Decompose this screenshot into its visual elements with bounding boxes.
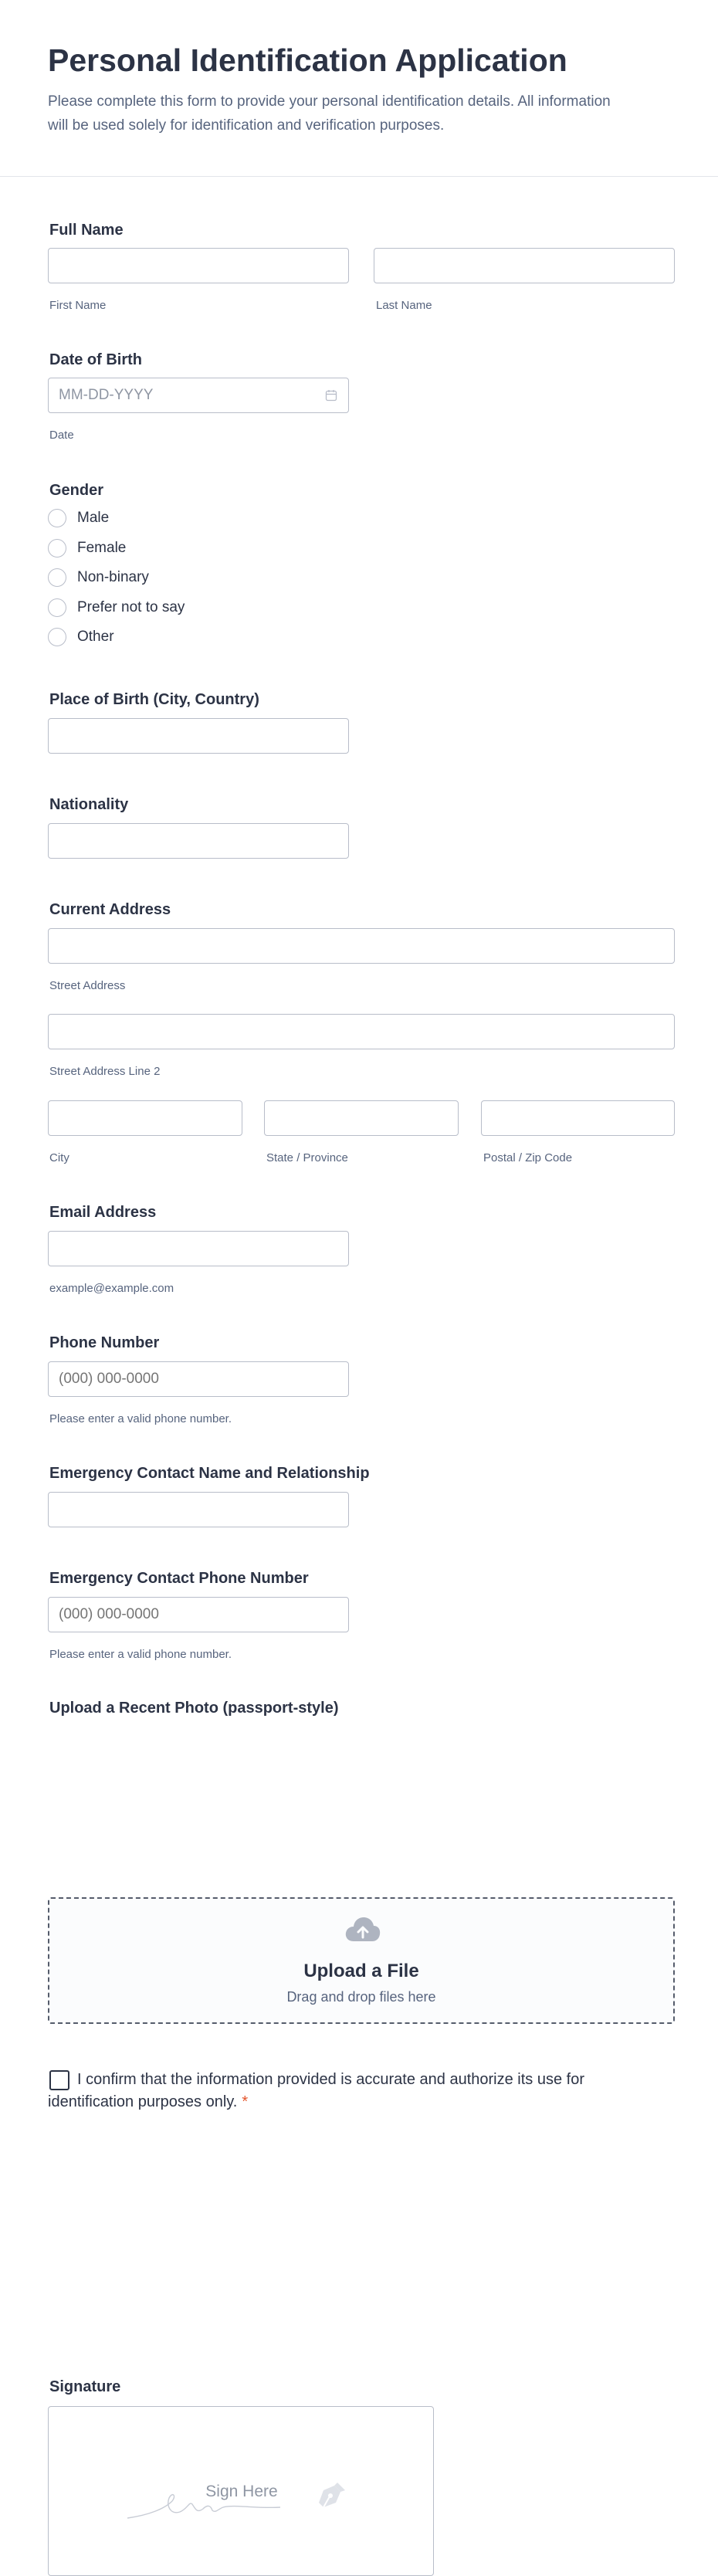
- emergency-phone-label: Emergency Contact Phone Number: [49, 1570, 309, 1587]
- dob-input[interactable]: [48, 378, 349, 413]
- city-input[interactable]: [48, 1100, 242, 1136]
- zip-sublabel: Postal / Zip Code: [483, 1151, 573, 1164]
- radio-button[interactable]: [48, 509, 66, 527]
- dob-placeholder: MM-DD-YYYY: [59, 387, 154, 403]
- gender-option[interactable]: [48, 509, 109, 527]
- confirm-text-block: [48, 2069, 635, 2113]
- signature-label: Signature: [49, 2378, 121, 2395]
- place-of-birth-label: Place of Birth (City, Country): [49, 691, 259, 708]
- required-mark: *: [242, 2093, 249, 2110]
- emergency-name-label: Emergency Contact Name and Relationship: [49, 1465, 370, 1482]
- emergency-name-input[interactable]: [48, 1492, 349, 1527]
- gender-option[interactable]: [48, 568, 149, 587]
- radio-button[interactable]: [48, 628, 66, 646]
- gender-label: Gender: [49, 482, 104, 499]
- address-label: Current Address: [49, 901, 171, 918]
- emergency-phone-input[interactable]: [48, 1597, 349, 1632]
- gender-option[interactable]: [48, 539, 126, 558]
- zip-input[interactable]: [481, 1100, 675, 1136]
- phone-input[interactable]: [48, 1361, 349, 1397]
- place-of-birth-input[interactable]: [48, 718, 349, 754]
- photo-label: Upload a Recent Photo (passport-style): [49, 1700, 339, 1717]
- gender-option-label: Male: [77, 510, 110, 526]
- signature-pad[interactable]: [48, 2406, 434, 2576]
- full-name-label: Full Name: [49, 222, 124, 239]
- email-label: Email Address: [49, 1204, 157, 1221]
- dob-label: Date of Birth: [49, 351, 142, 368]
- first-name-sublabel: First Name: [49, 299, 107, 312]
- street-address-line2-sublabel: Street Address Line 2: [49, 1065, 161, 1078]
- email-sublabel: example@example.com: [49, 1282, 174, 1295]
- calendar-icon[interactable]: [325, 389, 337, 402]
- gender-option[interactable]: [48, 598, 185, 617]
- city-sublabel: City: [49, 1151, 69, 1164]
- state-sublabel: State / Province: [266, 1151, 348, 1164]
- last-name-input[interactable]: [374, 248, 675, 283]
- state-input[interactable]: [264, 1100, 459, 1136]
- cloud-upload-icon: [344, 1916, 381, 1944]
- gender-option-label: Other: [77, 629, 114, 645]
- email-input[interactable]: [48, 1231, 349, 1266]
- radio-button[interactable]: [48, 568, 66, 587]
- upload-hint: Drag and drop files here: [286, 1989, 436, 2005]
- dob-sublabel: Date: [49, 429, 74, 442]
- form-header: [0, 0, 718, 177]
- phone-label: Phone Number: [49, 1334, 160, 1351]
- gender-option[interactable]: [48, 628, 114, 646]
- nationality-label: Nationality: [49, 796, 129, 813]
- emergency-phone-sublabel: Please enter a valid phone number.: [49, 1648, 232, 1661]
- confirm-text: I confirm that the information provided is accurate and authorize its use for identification purposes only.: [48, 2071, 585, 2110]
- radio-button[interactable]: [48, 598, 66, 617]
- signature-placeholder: Sign Here: [205, 2483, 278, 2500]
- phone-sublabel: Please enter a valid phone number.: [49, 1412, 232, 1425]
- gender-option-label: Female: [77, 540, 127, 556]
- pen-icon: [313, 2481, 347, 2509]
- gender-option-label: Non-binary: [77, 569, 149, 585]
- street-address-line2-input[interactable]: [48, 1014, 675, 1049]
- gender-option-label: Prefer not to say: [77, 599, 185, 615]
- radio-button[interactable]: [48, 539, 66, 558]
- page-description: Please complete this form to provide your personal identification details. All information will be used solely for identification and verification purposes.: [48, 93, 611, 134]
- street-address-sublabel: Street Address: [49, 979, 126, 992]
- nationality-input[interactable]: [48, 823, 349, 859]
- upload-title: Upload a File: [303, 1961, 419, 1981]
- first-name-input[interactable]: [48, 248, 349, 283]
- last-name-sublabel: Last Name: [376, 299, 432, 312]
- page-title: Personal Identification Application: [48, 42, 567, 78]
- street-address-input[interactable]: [48, 928, 675, 964]
- file-upload-dropzone[interactable]: [48, 1897, 675, 2024]
